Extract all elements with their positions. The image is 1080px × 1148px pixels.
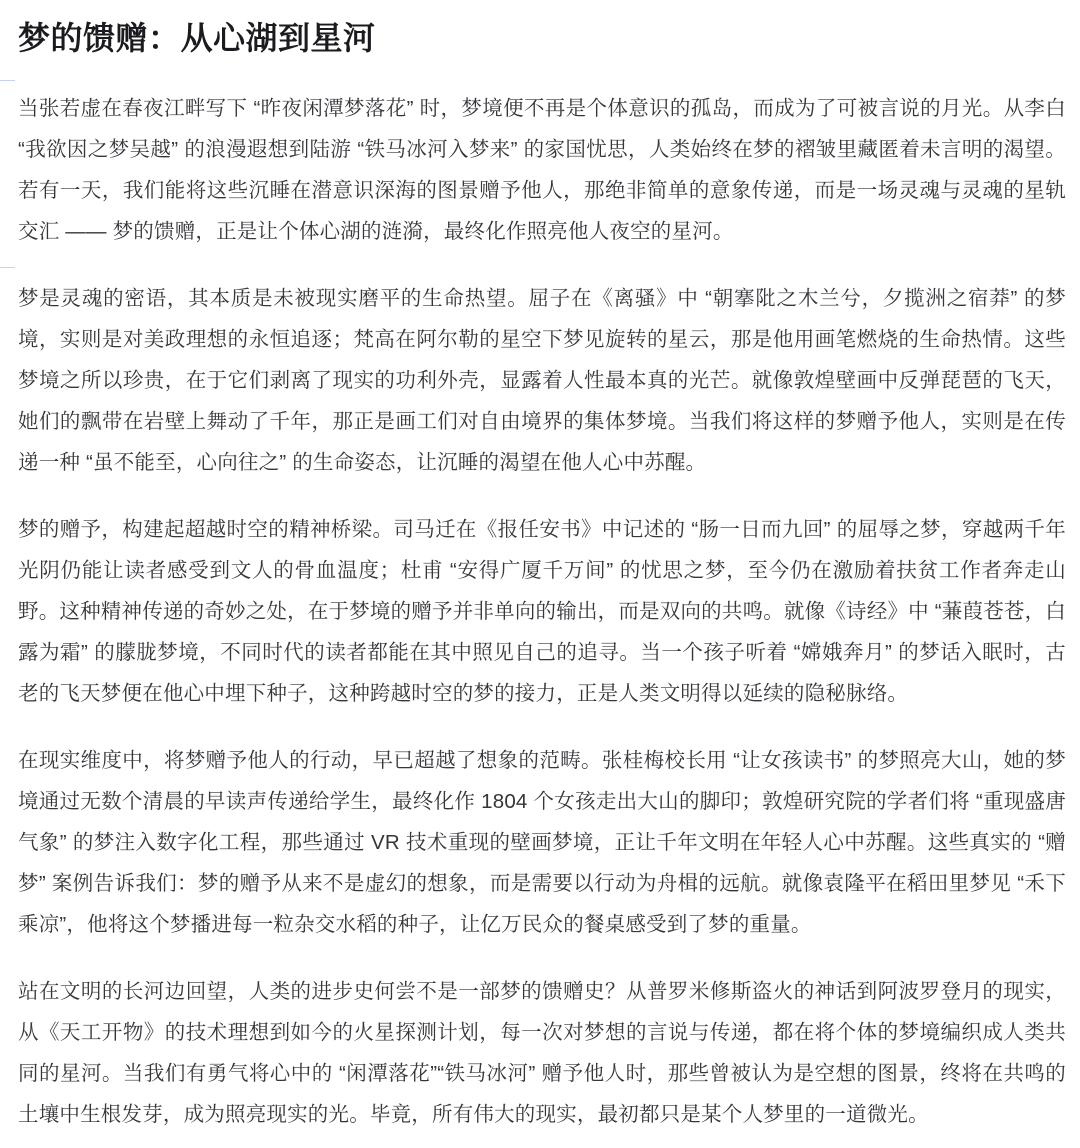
paragraph-2: 梦是灵魂的密语，其本质是未被现实磨平的生命热望。屈子在《离骚》中 “朝搴阰之木兰兮，夕揽洲之宿莽” 的梦境，实则是对美政理想的永恒追逐；梵高在阿尔勒的星空下梦见旋转的星云，那是他用画笔燃烧的生命热情。这些梦境之所以珍贵，在于它们剥离了现实的功利外壳，显露着人性最本真的光芒。就像敦煌壁画中反弹琵琶的飞天，她们的飘带在岩壁上舞动了千年，那正是画工们对自由境界的集体梦境。当我们将这样的梦赠予他人，实则是在传递一种 “虽不能至，心向往之” 的生命姿态，让沉睡的渴望在他人心中苏醒。 [18, 287, 1066, 474]
article-body [18, 88, 1066, 1135]
page-title: 梦的馈赠：从心湖到星河 [18, 20, 376, 56]
paragraph-3: 梦的赠予，构建起超越时空的精神桥梁。司马迁在《报任安书》中记述的 “肠一日而九回” 的屈辱之梦，穿越两千年光阴仍能让读者感受到文人的骨血温度；杜甫 “安得广厦千万间” 的忧思之梦，至今仍在激励着扶贫工作者奔走山野。这种精神传递的奇妙之处，在于梦境的赠予并非单向的输出，而是双向的共鸣。就像《诗经》中 “蒹葭苍苍，白露为霜” 的朦胧梦境，不同时代的读者都能在其中照见自己的追寻。当一个孩子听着 “嫦娥奔月” 的梦话入眠时，古老的飞天梦便在他心中埋下种子，这种跨越时空的梦的接力，正是人类文明得以延续的隐秘脉络。 [18, 518, 1066, 705]
paragraph-1: 当张若虚在春夜江畔写下 “昨夜闲潭梦落花” 时，梦境便不再是个体意识的孤岛，而成为了可被言说的月光。从李白 “我欲因之梦吴越” 的浪漫遐想到陆游 “铁马冰河入梦来” 的家国忧思，人类始终在梦的褶皱里藏匿着未言明的渴望。若有一天，我们能将这些沉睡在潜意识深海的图景赠予他人，那绝非简单的意象传递，而是一场灵魂与灵魂的星轨交汇 —— 梦的馈赠，正是让个体心湖的涟漪，最终化作照亮他人夜空的星河。 [18, 88, 1066, 252]
paragraph-4: 在现实维度中，将梦赠予他人的行动，早已超越了想象的范畴。张桂梅校长用 “让女孩读书” 的梦照亮大山，她的梦境通过无数个清晨的早读声传递给学生，最终化作 1804 个女孩走出大山的脚印；敦煌研究院的学者们将 “重现盛唐气象” 的梦注入数字化工程，那些通过 VR 技术重现的壁画梦境，正让千年文明在年轻人心中苏醒。这些真实的 “赠梦” 案例告诉我们：梦的赠予从来不是虚幻的想象，而是需要以行动为舟楫的远航。就像袁隆平在稻田里梦见 “禾下乘凉”，他将这个梦播进每一粒杂交水稻的种子，让亿万民众的餐桌感受到了梦的重量。 [18, 749, 1066, 936]
paragraph-5: 站在文明的长河边回望，人类的进步史何尝不是一部梦的馈赠史？从普罗米修斯盗火的神话到阿波罗登月的现实，从《天工开物》的技术理想到如今的火星探测计划，每一次对梦想的言说与传递，都在将个体的梦境编织成人类共同的星河。当我们有勇气将心中的 “闲潭落花”“铁马冰河” 赠予他人时，那些曾被认为是空想的图景，终将在共鸣的土壤中生根发芽，成为照亮现实的光。毕竟，所有伟大的现实，最初都只是某个人梦里的一道微光。 [18, 980, 1066, 1126]
